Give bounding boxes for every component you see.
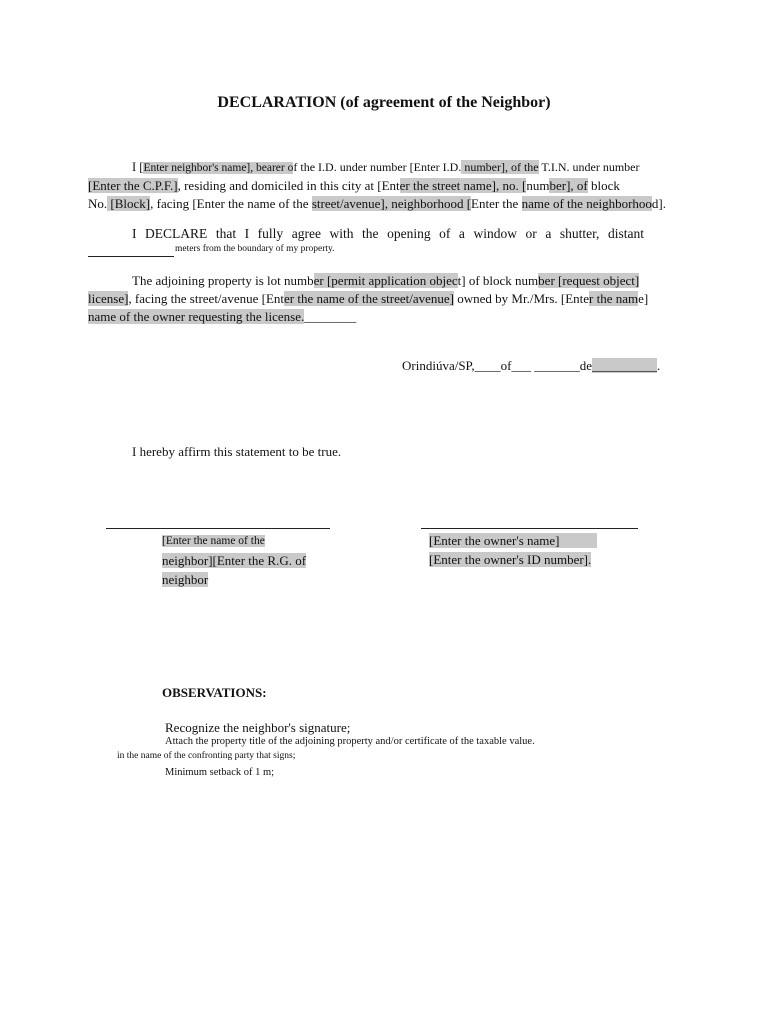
placeholder-request-object: ber [request object] [538,273,640,288]
neighbor-name-placeholder: [Enter the name of the [162,535,265,547]
date-line [402,357,660,375]
owner-signature-block [429,531,597,569]
document-title: DECLARATION (of agreement of the Neighbor) [217,94,551,111]
text: , facing the street/avenue [Ent [128,291,284,306]
blank: ________ [304,309,357,324]
placeholder-block: [Block] [107,196,151,211]
date-blank-year: __________ [591,358,657,373]
placeholder-street-name: er the street name], no. [ [399,178,527,193]
owner-id-placeholder: [Enter the owner's ID number]. [429,552,592,567]
neighbor-rg-placeholder: neighbor][Enter the R.G. of [162,553,307,568]
placeholder-neighborhood: name of the neighborhoo [521,196,652,211]
para1-line2 [88,177,620,195]
neighbor-signature-block [162,532,306,589]
placeholder-street: er the name of the street/avenue] [284,291,454,306]
para1-line1 [132,158,696,177]
date-de: de [579,358,592,373]
placeholder-id-number: number], of the [461,160,539,174]
text: , residing and domiciled in this city at [Ent [177,178,400,193]
text: f the I.D. under number [Enter I.D. [293,160,462,174]
placeholder-neighbor-name: Enter neighbor's name], bearer o [143,162,294,174]
placeholder-owner-name: r the nam [589,291,639,306]
observation-item-2: Attach the property title of the adjoining property and/or certificate of the taxable value. [165,736,535,747]
para1-line3 [88,195,666,213]
placeholder-license: license] [88,291,129,306]
placeholder-permit-object: er [permit application objec [313,273,458,288]
text: I [ [132,160,144,174]
placeholder-street-avenue: street/avenue], neighborhood [ [311,196,472,211]
text: , facing [Enter the name of the [150,196,312,211]
neighbor-signature-line [106,528,330,529]
placeholder-number: ber], of [549,178,588,193]
text: d]. [651,196,666,211]
distance-blank [88,243,174,257]
para3-line3 [88,308,356,326]
observation-item-1: Recognize the neighbor's signature; [165,720,351,735]
date-of: of [500,358,512,373]
para2-line2: meters from the boundary of my property. [175,244,335,254]
placeholder-owner-requesting: name of the owner requesting the license. [88,309,305,324]
date-end: . [656,358,661,373]
owner-name-placeholder: [Enter the owner's name] [429,533,597,548]
observation-item-3: in the name of the confronting party that signs; [117,751,296,761]
observations-heading: OBSERVATIONS: [162,685,267,700]
date-city: Orindiúva/SP, [402,358,475,373]
date-blank-day: ____ [474,358,501,373]
text: T.I.N. under number [538,160,640,174]
owner-signature-line [421,528,638,529]
text: block [587,178,620,193]
text: num [526,178,550,193]
text: Enter the [471,196,522,211]
text: e] [638,291,649,306]
text: No. [88,196,108,211]
text: t] of block num [457,273,539,288]
text: owned by Mr./Mrs. [Ente [454,291,590,306]
para2-line1: I DECLARE that I fully agree with the opening of a window or a shutter, distant [132,226,644,241]
date-blank-month: ___ _______ [511,358,580,373]
para3-line1 [132,272,692,290]
para3-line2 [88,290,700,308]
affirmation-text: I hereby affirm this statement to be true. [132,444,342,459]
neighbor-placeholder: neighbor [162,572,209,587]
placeholder-cpf: [Enter the C.P.F.] [88,178,178,193]
observation-item-4: Minimum setback of 1 m; [165,767,275,778]
text: The adjoining property is lot numb [132,273,314,288]
